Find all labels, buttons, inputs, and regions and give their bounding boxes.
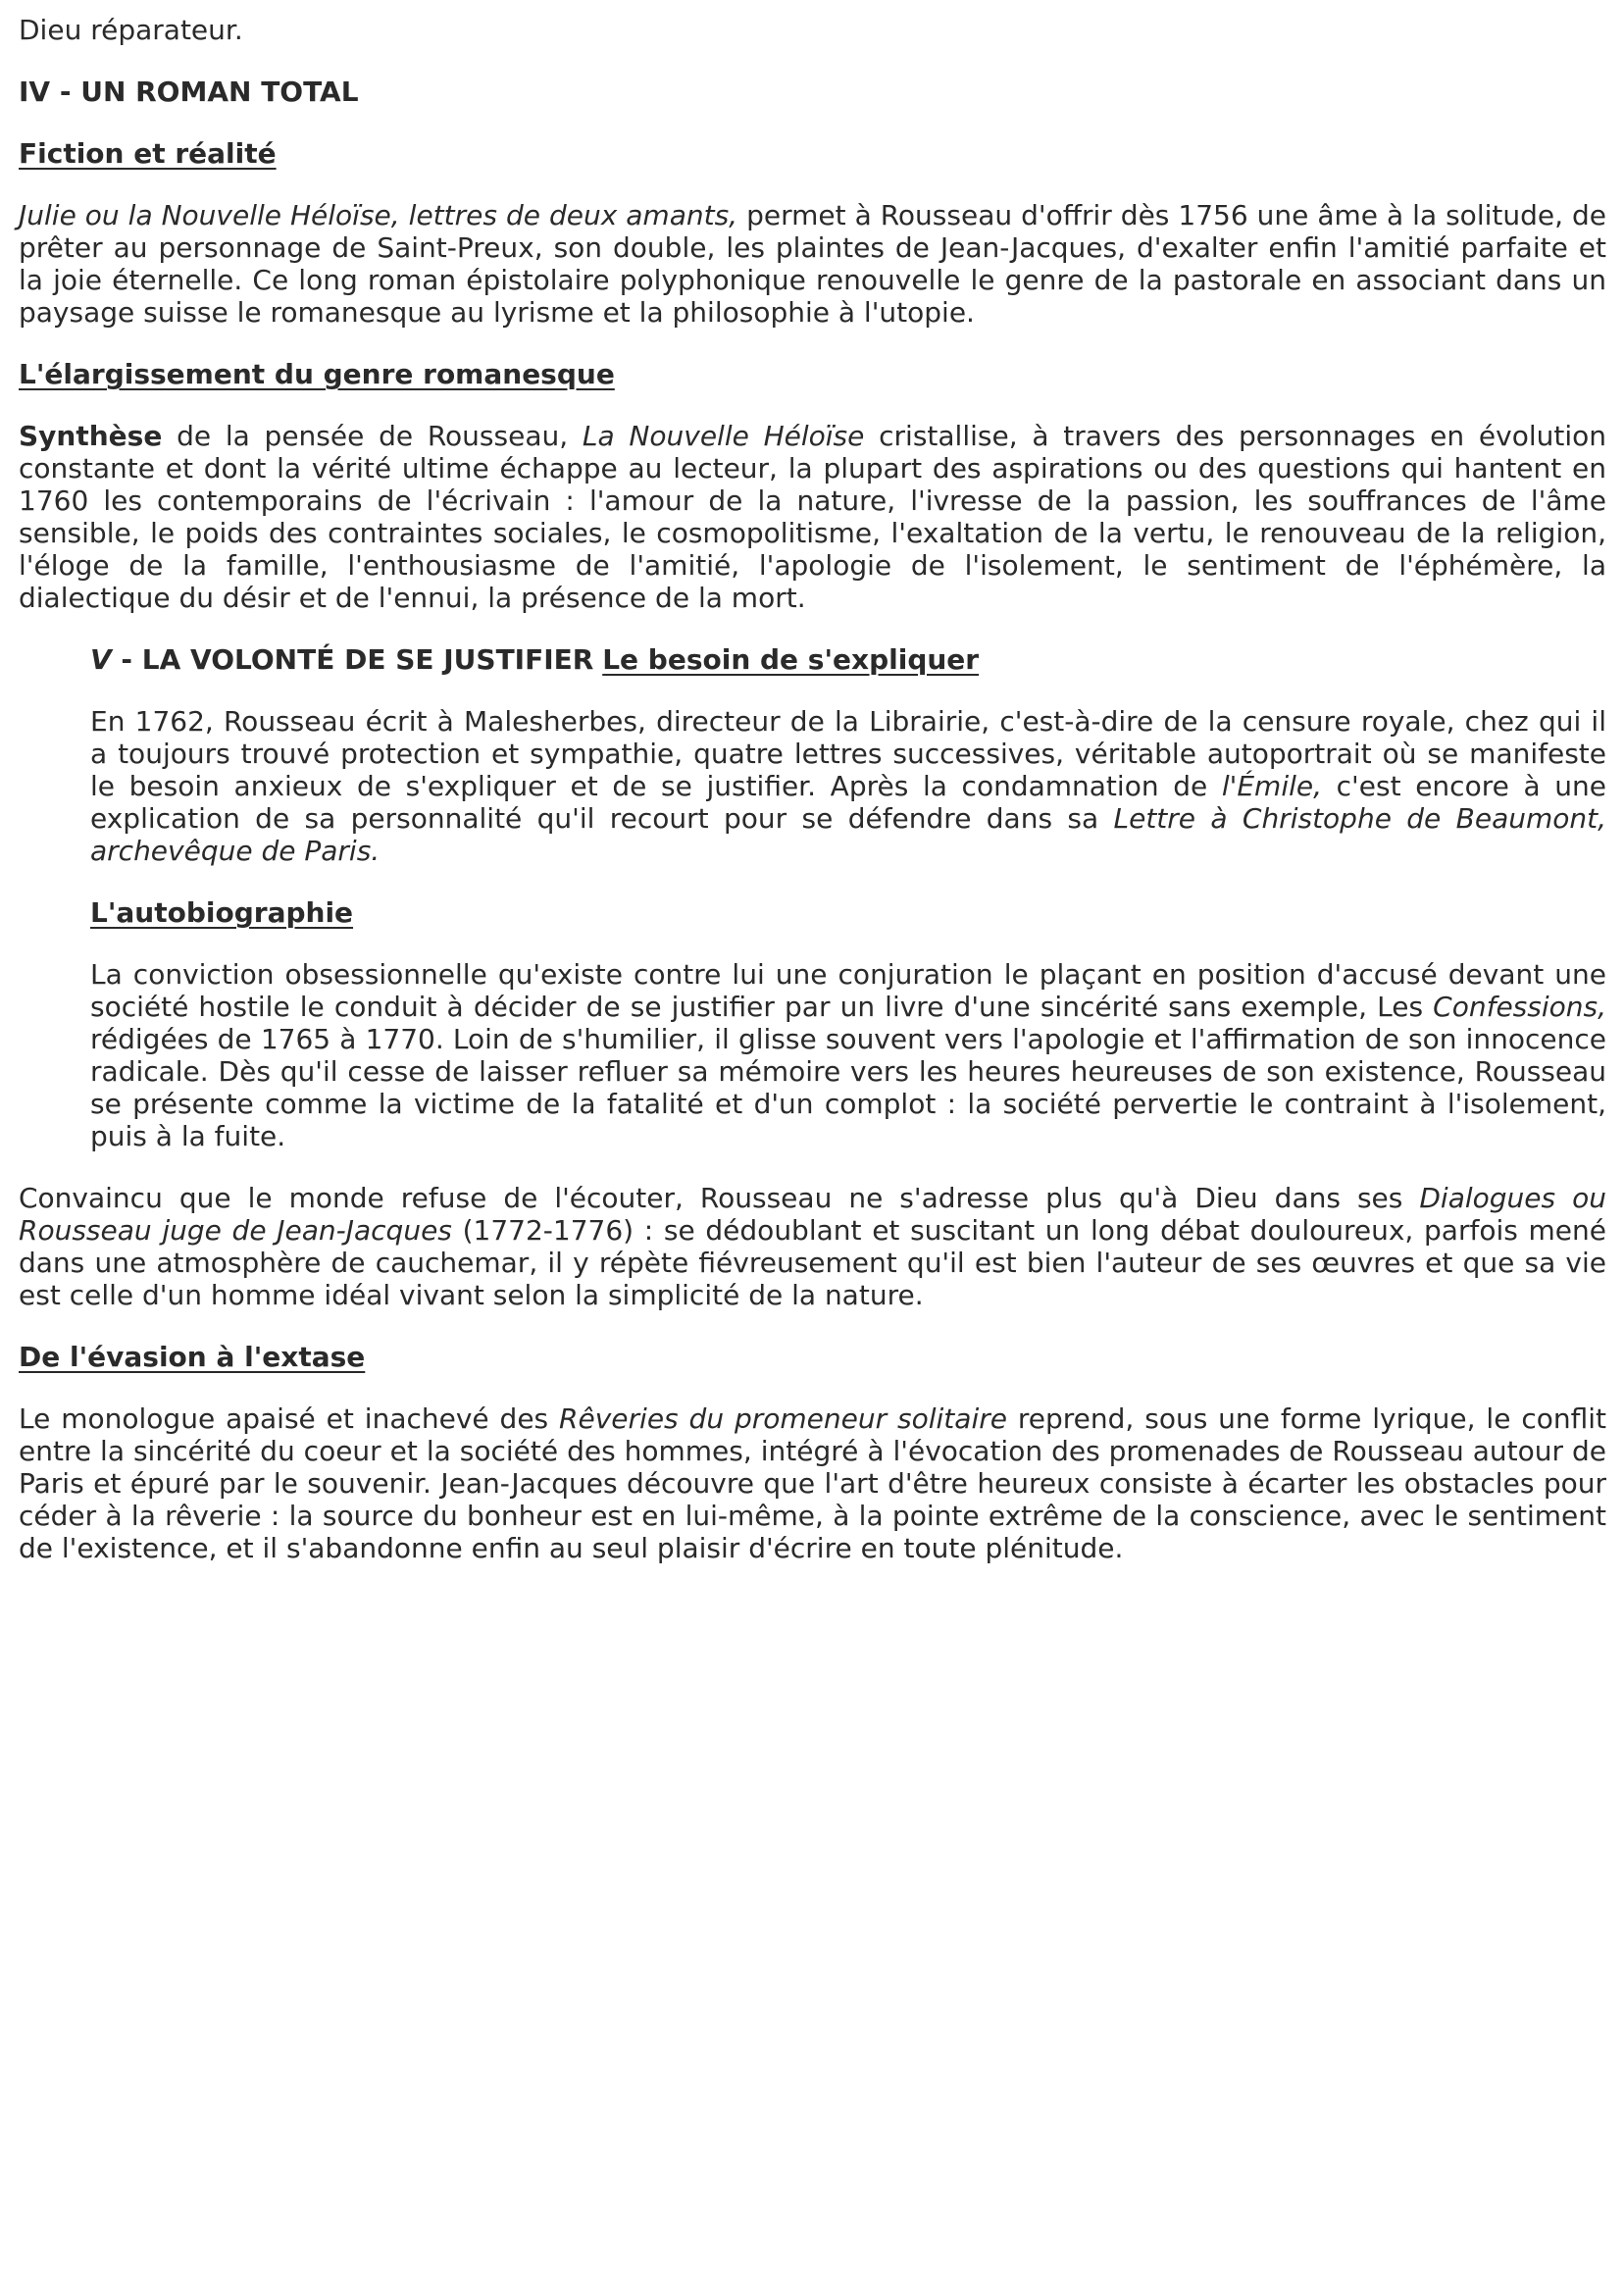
section-v-heading: V - LA VOLONTÉ DE SE JUSTIFIER Le besoin de s'expliquer	[90, 643, 980, 676]
paragraph-malesherbes: En 1762, Rousseau écrit à Malesherbes, directeur de la Librairie, c'est-à-dire de la censure royale, chez qui il a toujours trouvé protection et sympathie, quatre lettres successives, véritable autoportrait où se manifeste le besoin anxieux de s'expliquer et de se justifier. Après la condamnation de l'Émile, c'est encore à une explication de sa personnalité qu'il recourt pour se défendre dans sa Lettre à Christophe de Beaumont, archevêque de Paris.	[90, 705, 1607, 867]
paragraph-confessions: La conviction obsessionnelle qu'existe contre lui une conjuration le plaçant en position d'accusé devant une société hostile le conduit à décider de se justifier par un livre d'une sincérité sans exemple, Les Confessions, rédigées de 1765 à 1770. Loin de s'humilier, il glisse souvent vers l'apologie et l'affirmation de son innocence radicale. Dès qu'il cesse de laisser refluer sa mémoire vers les heures heureuses de son existence, Rousseau se présente comme la victime de la fatalité et d'un complot : la société pervertie le contraint à l'isolement, puis à la fuite.	[90, 958, 1606, 1152]
paragraph-julie: Julie ou la Nouvelle Héloïse, lettres de deux amants, permet à Rousseau d'offrir dès 1756 une âme à la solitude, de prêter au personnage de Saint-Preux, son double, les plaintes de Jean-Jacques, d'exalter enfin l'amitié parfaite et la joie éternelle. Ce long roman épistolaire polyphonique renouvelle le genre de la pastorale en associant dans un paysage suisse le romanesque au lyrisme et la philosophie à l'utopie.	[19, 199, 1606, 329]
subheading-autobiographie: L'autobiographie	[90, 896, 354, 929]
intro-line: Dieu réparateur.	[19, 14, 243, 46]
subheading-fiction-realite: Fiction et réalité	[19, 137, 277, 170]
section-v-block	[90, 643, 1606, 1152]
paragraph-reveries: Le monologue apaisé et inachevé des Rêveries du promeneur solitaire reprend, sous une forme lyrique, le conflit entre la sincérité du coeur et la société des hommes, intégré à l'évocation des promenades de Rousseau autour de Paris et épuré par le souvenir. Jean-Jacques découvre que l'art d'être heureux consiste à écarter les obstacles pour céder à la rêverie : la source du bonheur est en lui-même, à la pointe extrême de la conscience, avec le sentiment de l'existence, et il s'abandonne enfin au seul plaisir d'écrire en toute plénitude.	[19, 1402, 1607, 1564]
subheading-besoin: Le besoin de s'expliquer	[602, 643, 980, 676]
section-iv-heading: IV - UN ROMAN TOTAL	[19, 76, 359, 108]
paragraph-synthese: Synthèse de la pensée de Rousseau, La Nouvelle Héloïse cristallise, à travers des personnages en évolution constante et dont la vérité ultime échappe au lecteur, la plupart des aspirations ou des questions qui hantent en 1760 les contemporains de l'écrivain : l'amour de la nature, l'ivresse de la passion, les souffrances de l'âme sensible, le poids des contraintes sociales, le cosmopolitisme, l'exaltation de la vertu, le renouveau de la religion, l'éloge de la famille, l'enthousiasme de l'amitié, l'apologie de l'isolement, le sentiment de l'éphémère, la dialectique du désir et de l'ennui, la présence de la mort.	[19, 420, 1606, 614]
paragraph-dialogues: Convaincu que le monde refuse de l'écouter, Rousseau ne s'adresse plus qu'à Dieu dans ses Dialogues ou Rousseau juge de Jean-Jacques (1772-1776) : se dédoublant et suscitant un long débat douloureux, parfois mené dans une atmosphère de cauchemar, il y répète fiévreusement qu'il est bien l'auteur de ses œuvres et que sa vie est celle d'un homme idéal vivant selon la simplicité de la nature.	[19, 1182, 1606, 1311]
subheading-elargissement: L'élargissement du genre romanesque	[19, 358, 615, 390]
subheading-evasion: De l'évasion à l'extase	[19, 1341, 366, 1373]
